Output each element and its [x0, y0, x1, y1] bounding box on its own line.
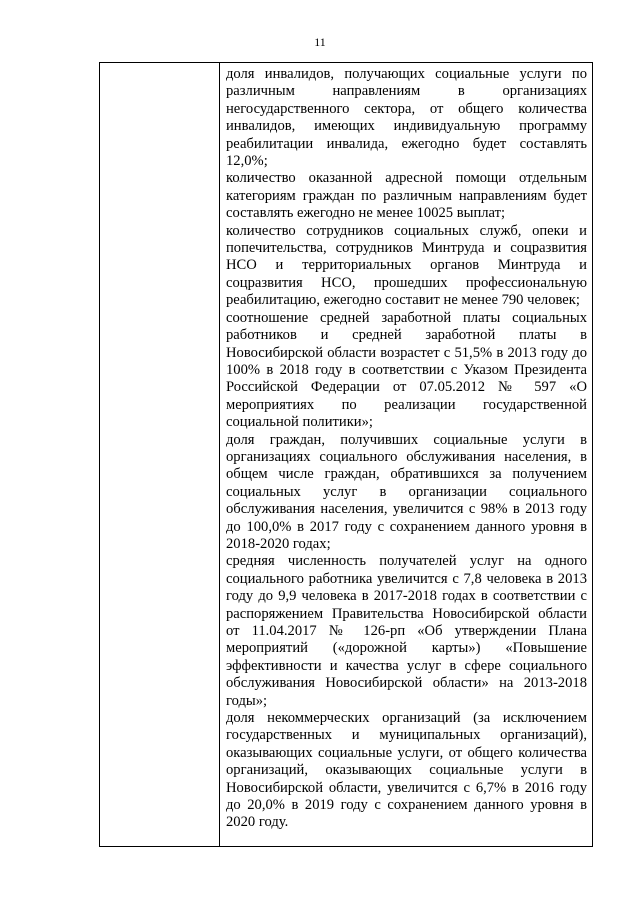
indicators-table — [99, 62, 593, 847]
page-number: 11 — [314, 35, 326, 49]
indicator-staff-training-count: количество сотрудников социальных служб, опеки и попечительства, сотрудников Минтруда и соцразвития НСО и территориальных органов Минтруда и соцразвития НСО, прошедших профессиональную реабилитацию, ежегодно составит не менее 790 человек; — [226, 222, 587, 309]
indicator-salary-ratio: соотношение средней заработной платы социальных работников и средней заработной платы в Новосибирской области возрастет с 51,5% в 2013 году до 100% в 2018 году в соответствии с Указом Президента Российской Федерации от 07.05.2012 № 597 «О мероприятиях по реализации государственной социальной политики»; — [226, 309, 587, 431]
indicator-targeted-aid-count: количество оказанной адресной помощи отдельным категориям граждан по различным направлениям будет составлять ежегодно не менее 10025 выплат; — [226, 170, 587, 222]
indicator-disabled-services-share: доля инвалидов, получающих социальные услуги по различным направлениям в организациях негосударственного сектора, от общего количества инвалидов, имеющих индивидуальную программу реабилитации инвалида, ежегодно будет составлять 12,0%; — [226, 66, 587, 170]
table-left-cell — [100, 63, 220, 846]
table-right-cell — [220, 63, 592, 846]
indicator-nonprofit-share: доля некоммерческих организаций (за исключением государственных и муниципальных организаций), оказывающих социальные услуги, от общего количества организаций, оказывающих социальные услуги в Новосибирской области, увеличится с 6,7% в 2016 году до 20,0% в 2019 году с сохранением данного уровня в 2020 году. — [226, 710, 587, 831]
indicator-citizens-served-share: доля граждан, получивших социальные услуги в организациях социального обслуживания населения, в общем числе граждан, обратившихся за получением социальных услуг в организации социального обслуживания населения, увеличится с 98% в 2013 году до 100,0% в 2017 году с сохранением данного уровня в 2018-2020 годах; — [226, 431, 587, 552]
indicator-recipients-per-worker: средняя численность получателей услуг на одного социального работника увеличится с 7,8 человека в 2013 году до 9,9 человека в 2017-2018 годах в соответствии с распоряжением Правительства Новосибирской области от 11.04.2017 № 126-рп «Об утверждении Плана мероприятий («дорожной карты») «Повышение эффективности и качества услуг в сфере социального обслуживания Новосибирской области» на 2013-2018 годы»; — [226, 553, 587, 709]
